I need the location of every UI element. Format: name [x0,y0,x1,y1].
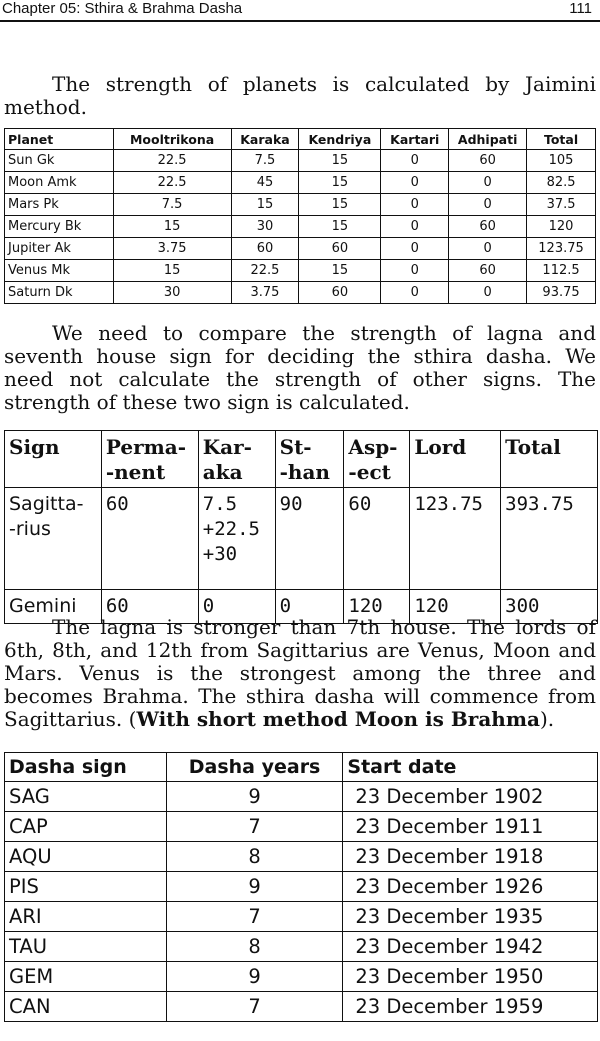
table-header-row [5,431,598,488]
table-cell: 3.75 [231,282,299,304]
page-header [0,0,600,22]
table-cell: 23 December 1942 [343,932,598,962]
column-header [410,431,501,488]
table-cell: 22.5 [113,172,231,194]
table-cell: 7 [166,902,343,932]
table-cell: GEM [5,962,167,992]
table-cell: 0 [381,282,449,304]
conclusion-text: The lagna is stronger than 7th house. The lords of 6th, 8th, and 12th from Sagittarius are Venus, Moon and Mars. Venus is the strongest among the three and becomes Brahma. The sthira dasha will commence from Sagittarius. ( [4,615,596,731]
table-cell: Jupiter Ak [5,238,114,260]
table-cell: PIS [5,872,167,902]
cell-line: 123.75 [414,493,483,515]
table-cell: 23 December 1935 [343,902,598,932]
cell-line: Gemini [9,595,77,617]
cell-line: 90 [279,493,303,515]
table-cell: 22.5 [231,260,299,282]
table-cell: 30 [113,282,231,304]
table-cell: 9 [166,962,343,992]
table-cell: AQU [5,842,167,872]
conclusion-end: ). [539,707,555,731]
column-header: Planet [5,129,114,150]
table-row [5,812,598,842]
header-line: St- [279,435,312,459]
table-row [5,172,596,194]
table-cell: Venus Mk [5,260,114,282]
table-row [5,962,598,992]
table-cell [198,488,275,590]
cell-line: 60 [348,493,372,515]
comparison-paragraph [4,322,596,414]
cell-line: 393.75 [505,493,574,515]
table-cell: 7.5 [113,194,231,216]
table-row [5,260,596,282]
header-line: -nent [105,460,166,484]
table-cell: 15 [231,194,299,216]
header-line: Perma- [105,435,187,459]
table-cell: 93.75 [527,282,596,304]
page-number: 111 [569,0,592,17]
header-line: -han [279,460,330,484]
intro-paragraph [4,73,596,119]
sign-strength-table [4,430,598,624]
table-cell: Mars Pk [5,194,114,216]
comparison-text: We need to compare the strength of lagna and seventh house sign for deciding the sthira dasha. We need not calculate the strength of other signs. The strength of these two sign is calculated. [4,321,596,414]
column-header: Dasha years [166,753,343,782]
table-cell: Mercury Bk [5,216,114,238]
table-cell: Saturn Dk [5,282,114,304]
cell-line: +22.5 [202,518,260,540]
column-header: Dasha sign [5,753,167,782]
table-cell: 123.75 [527,238,596,260]
header-line: aka [202,460,243,484]
table-cell: Moon Amk [5,172,114,194]
table-cell: 45 [231,172,299,194]
table-cell [275,488,344,590]
planet-strength-table [4,128,596,304]
header-line: Sign [9,435,60,459]
table-cell: 0 [381,216,449,238]
header-line: Total [505,435,561,459]
table-cell: 23 December 1959 [343,992,598,1022]
table-cell: 9 [166,872,343,902]
table-row [5,150,596,172]
table-cell: 60 [449,216,527,238]
table-cell: 0 [381,172,449,194]
table-cell: 15 [299,150,381,172]
table-cell: 60 [299,238,381,260]
table-cell: 15 [113,260,231,282]
table-cell: 30 [231,216,299,238]
header-line: -ect [348,460,391,484]
table-row [5,842,598,872]
table-row [5,902,598,932]
table-cell: 23 December 1911 [343,812,598,842]
cell-line: 120 [414,595,449,617]
table-cell: 15 [299,216,381,238]
table-cell: 7.5 [231,150,299,172]
table-cell: 60 [449,260,527,282]
table-cell [101,488,198,590]
column-header: Total [527,129,596,150]
table-cell: 8 [166,932,343,962]
table-cell: 22.5 [113,150,231,172]
table-header-row [5,753,598,782]
cell-line: 0 [202,595,215,617]
cell-line: Sagitta- [9,493,84,515]
table-row [5,932,598,962]
column-header [101,431,198,488]
table-cell: 0 [381,150,449,172]
column-header [501,431,598,488]
short-method-note: With short method Moon is Brahma [136,707,540,731]
table-cell: 60 [231,238,299,260]
table-header-row [5,129,596,150]
table-cell: 105 [527,150,596,172]
column-header: Kartari [381,129,449,150]
column-header [5,431,102,488]
table-cell: Sun Gk [5,150,114,172]
table-row [5,872,598,902]
column-header [275,431,344,488]
column-header: Mooltrikona [113,129,231,150]
cell-line: -rius [9,518,51,540]
conclusion-paragraph [4,616,596,731]
table-cell: ARI [5,902,167,932]
table-cell: 8 [166,842,343,872]
table-cell: 15 [299,172,381,194]
table-cell: 7 [166,992,343,1022]
table-cell: 60 [299,282,381,304]
table-cell: 120 [527,216,596,238]
table-row [5,782,598,812]
table-cell: 3.75 [113,238,231,260]
table-row [5,992,598,1022]
table-cell: 0 [381,260,449,282]
table-cell: 0 [449,282,527,304]
table-row [5,194,596,216]
table-cell: 112.5 [527,260,596,282]
table-cell [5,488,102,590]
table-cell: 0 [449,238,527,260]
table-cell: TAU [5,932,167,962]
table-cell: SAG [5,782,167,812]
table-cell: 0 [381,238,449,260]
table-cell: 0 [449,172,527,194]
column-header: Karaka [231,129,299,150]
table-row [5,488,598,590]
table-cell: CAN [5,992,167,1022]
header-line: Kar- [202,435,252,459]
table-cell: 15 [299,194,381,216]
table-cell: CAP [5,812,167,842]
table-cell: 23 December 1918 [343,842,598,872]
cell-line: 300 [505,595,540,617]
table-cell: 15 [113,216,231,238]
cell-line: 60 [105,595,129,617]
column-header [198,431,275,488]
table-cell [410,488,501,590]
table-cell: 60 [449,150,527,172]
intro-text: The strength of planets is calculated by Jaimini method. [4,72,596,119]
column-header: Adhipati [449,129,527,150]
table-row [5,216,596,238]
table-row [5,282,596,304]
cell-line: 7.5 [202,493,238,515]
column-header: Start date [343,753,598,782]
table-cell: 23 December 1902 [343,782,598,812]
table-cell: 0 [381,194,449,216]
table-cell: 82.5 [527,172,596,194]
table-cell [344,488,410,590]
table-cell: 23 December 1950 [343,962,598,992]
cell-line: +30 [202,543,238,565]
header-line: Asp- [348,435,398,459]
cell-line: 0 [279,595,292,617]
column-header: Kendriya [299,129,381,150]
table-cell [501,488,598,590]
dasha-schedule-table [4,752,598,1022]
column-header [344,431,410,488]
chapter-title: Chapter 05: Sthira & Brahma Dasha [2,0,243,17]
table-cell: 15 [299,260,381,282]
table-cell: 23 December 1926 [343,872,598,902]
table-cell: 37.5 [527,194,596,216]
header-line: Lord [414,435,467,459]
cell-line: 120 [348,595,383,617]
table-cell: 7 [166,812,343,842]
cell-line: 60 [105,493,129,515]
table-cell: 0 [449,194,527,216]
table-cell: 9 [166,782,343,812]
table-row [5,238,596,260]
